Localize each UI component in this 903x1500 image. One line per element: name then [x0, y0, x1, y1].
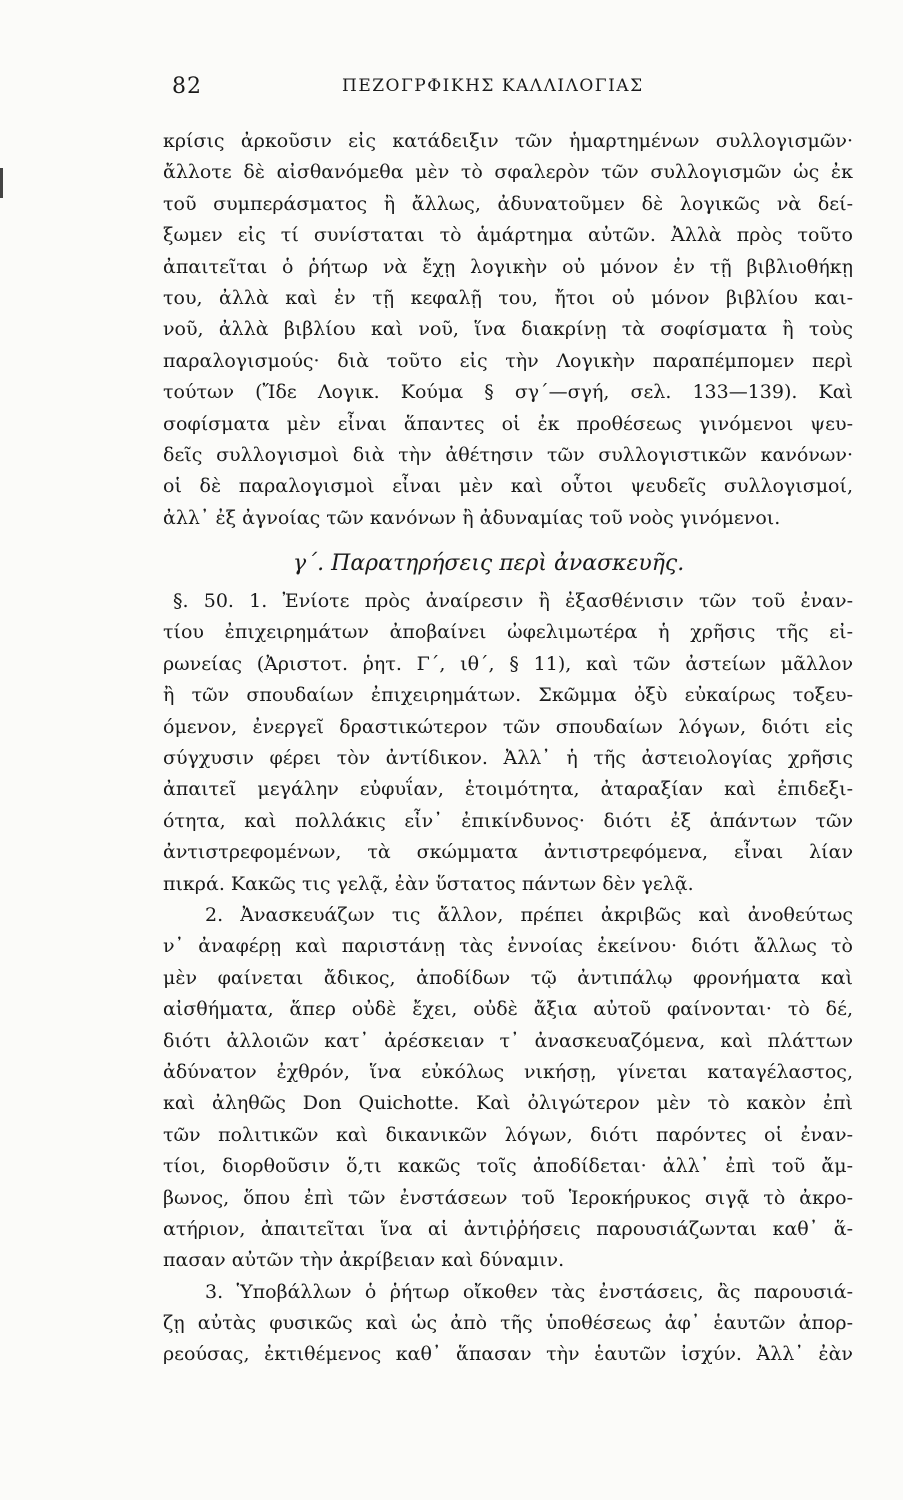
text-line: κρίσις ἀρκοῦσιν εἰς κατάδειξιν τῶν ἡμαρτημένων συλλογισμῶν·: [163, 130, 853, 152]
text-line: 3. Ὑποβάλλων ὁ ῥήτωρ οἴκοθεν τὰς ἐνστάσεις, ἂς παρουσιά-: [205, 1280, 853, 1303]
text-line: τοῦ συμπεράσματος ἢ ἄλλως, ἀδυνατοῦμεν δὲ λογικῶς νὰ δεί-: [163, 192, 853, 215]
text-line: ρεούσας, ἐκτιθέμενος καθ᾽ ἅπασαν τὴν ἑαυτῶν ἰσχύν. Ἀλλ᾽ ἐὰν: [163, 1343, 853, 1366]
text-line: παραλογισμούς· διὰ τοῦτο εἰς τὴν Λογικὴν παραπέμπομεν περὶ: [163, 349, 853, 372]
text-line: ξωμεν εἰς τί συνίσταται τὸ ἁμάρτημα αὐτῶν. Ἀλλὰ πρὸς τοῦτο: [163, 224, 853, 247]
section-heading: γ΄. Παρατηρήσεις περὶ ἀνασκευῆς.: [293, 551, 685, 577]
text-line: ἀπαιτεῖται ὁ ῥήτωρ νὰ ἔχῃ λογικὴν οὐ μόνον ἐν τῇ βιβλιοθήκῃ: [163, 255, 853, 278]
paragraph-continued: [163, 126, 853, 534]
paragraph-2: [163, 900, 853, 1277]
text-line: ατήριον, ἀπαιτεῖται ἵνα αἱ ἀντιῤῥήσεις παρουσιάζωνται καθ᾽ ἅ-: [163, 1217, 853, 1240]
text-line: §. 50. 1. Ἐνίοτε πρὸς ἀναίρεσιν ἢ ἐξασθένισιν τῶν τοῦ ἐναν-: [173, 590, 853, 613]
paragraph-section-50-1: [163, 586, 853, 900]
text-line: νοῦ, ἀλλὰ βιβλίου καὶ νοῦ, ἵνα διακρίνῃ τὰ σοφίσματα ἢ τοὺς: [163, 318, 853, 341]
running-head: ΠΕΖΟΓΡΦΙΚΗΣ ΚΑΛΛΙΛΟΓΙΑΣ: [342, 76, 644, 96]
text-line: μὲν φαίνεται ἄδικος, ἀποδίδων τῷ ἀντιπάλῳ φρονήματα καὶ: [163, 966, 853, 989]
text-line: πικρά. Κακῶς τις γελᾷ, ἐὰν ὕστατος πάντων δὲν γελᾷ.: [163, 872, 694, 895]
paragraph-3: [163, 1277, 853, 1371]
text-line: ζῃ αὐτὰς φυσικῶς καὶ ὡς ἀπὸ τῆς ὑποθέσεως ἀφ᾽ ἑαυτῶν ἀπορ-: [163, 1312, 853, 1335]
text-line: ἀδύνατον ἐχθρόν, ἵνα εὐκόλως νικήσῃ, γίνεται καταγέλαστος,: [163, 1060, 853, 1083]
text-line: τίου ἐπιχειρημάτων ἀποβαίνει ὠφελιμωτέρα ἡ χρῆσις τῆς εἰ-: [163, 621, 853, 644]
text-line: 2. Ἀνασκευάζων τις ἄλλον, πρέπει ἀκριβῶς καὶ ἀνοθεύτως: [205, 903, 853, 926]
text-line: διότι ἀλλοιῶν κατ᾽ ἀρέσκειαν τ᾽ ἀνασκευαζόμενα, καὶ πλάττων: [163, 1029, 853, 1052]
text-line: τούτων (Ἴδε Λογικ. Κούμα § σγ΄—σγή, σελ. 133—139). Καὶ: [163, 381, 853, 404]
text-line: βωνος, ὅπου ἐπὶ τῶν ἐνστάσεων τοῦ Ἱεροκήρυκος σιγᾷ τὸ ἀκρο-: [163, 1186, 853, 1209]
text-line: ἀντιστρεφομένων, τὰ σκώμματα ἀντιστρεφόμενα, εἶναι λίαν: [163, 841, 853, 864]
text-line: σοφίσματα μὲν εἶναι ἅπαντες οἱ ἐκ προθέσεως γινόμενοι ψευ-: [163, 412, 853, 435]
text-line: τίοι, διορθοῦσιν ὅ,τι κακῶς τοῖς ἀποδίδεται· ἀλλ᾽ ἐπὶ τοῦ ἄμ-: [163, 1155, 853, 1178]
text-line: δεῖς συλλογισμοὶ διὰ τὴν ἀθέτησιν τῶν συλλογιστικῶν κανόνων·: [163, 443, 853, 466]
text-line: ἀλλ᾽ ἐξ ἀγνοίας τῶν κανόνων ἢ ἀδυναμίας τοῦ νοὸς γινόμενοι.: [163, 506, 781, 529]
margin-mark: [0, 168, 3, 198]
text-line: ότητα, καὶ πολλάκις εἶν᾽ ἐπικίνδυνος· διότι ἐξ ἁπάντων τῶν: [163, 809, 853, 832]
text-line: οἱ δὲ παραλογισμοὶ εἶναι μὲν καὶ οὗτοι ψευδεῖς συλλογισμοί,: [163, 475, 853, 498]
text-line: καὶ ἀληθῶς Don Quichotte. Καὶ ὀλιγώτερον μὲν τὸ κακὸν ἐπὶ: [163, 1092, 853, 1115]
text-line: όμενον, ἐνεργεῖ δραστικώτερον τῶν σπουδαίων λόγων, διότι εἰς: [163, 715, 853, 738]
text-line: πασαν αὐτῶν τὴν ἀκρίβειαν καὶ δύναμιν.: [163, 1249, 565, 1272]
text-line: ἄλλοτε δὲ αἰσθανόμεθα μὲν τὸ σφαλερὸν τῶν συλλογισμῶν ὡς ἐκ: [163, 161, 853, 184]
text-line: ἀπαιτεῖ μεγάλην εὐφυΐαν, ἑτοιμότητα, ἀταραξίαν καὶ ἐπιδεξι-: [163, 778, 853, 801]
text-line: ρωνείας (Ἀριστοτ. ῥητ. Γ΄, ιθ΄, § 11), καὶ τῶν ἀστείων μᾶλλον: [163, 652, 853, 675]
text-line: τῶν πολιτικῶν καὶ δικανικῶν λόγων, διότι παρόντες οἱ ἐναν-: [163, 1123, 853, 1146]
text-line: σύγχυσιν φέρει τὸν ἀντίδικον. Ἀλλ᾽ ἡ τῆς ἀστειολογίας χρῆσις: [163, 747, 853, 770]
page-header: [172, 74, 852, 104]
page-body: [163, 126, 853, 1371]
text-line: του, ἀλλὰ καὶ ἐν τῇ κεφαλῇ του, ἤτοι οὐ μόνον βιβλίου και-: [163, 286, 853, 309]
page-number: 82: [172, 74, 202, 99]
text-line: ν᾽ ἀναφέρῃ καὶ παριστάνῃ τὰς ἐννοίας ἐκείνου· διότι ἄλλως τὸ: [163, 935, 853, 958]
text-line: αἰσθήματα, ἅπερ οὐδὲ ἔχει, οὐδὲ ἄξια αὐτοῦ φαίνονται· τὸ δέ,: [163, 998, 853, 1021]
text-line: ἢ τῶν σπουδαίων ἐπιχειρημάτων. Σκῶμμα ὀξὺ εὐκαίρως τοξευ-: [163, 684, 853, 707]
